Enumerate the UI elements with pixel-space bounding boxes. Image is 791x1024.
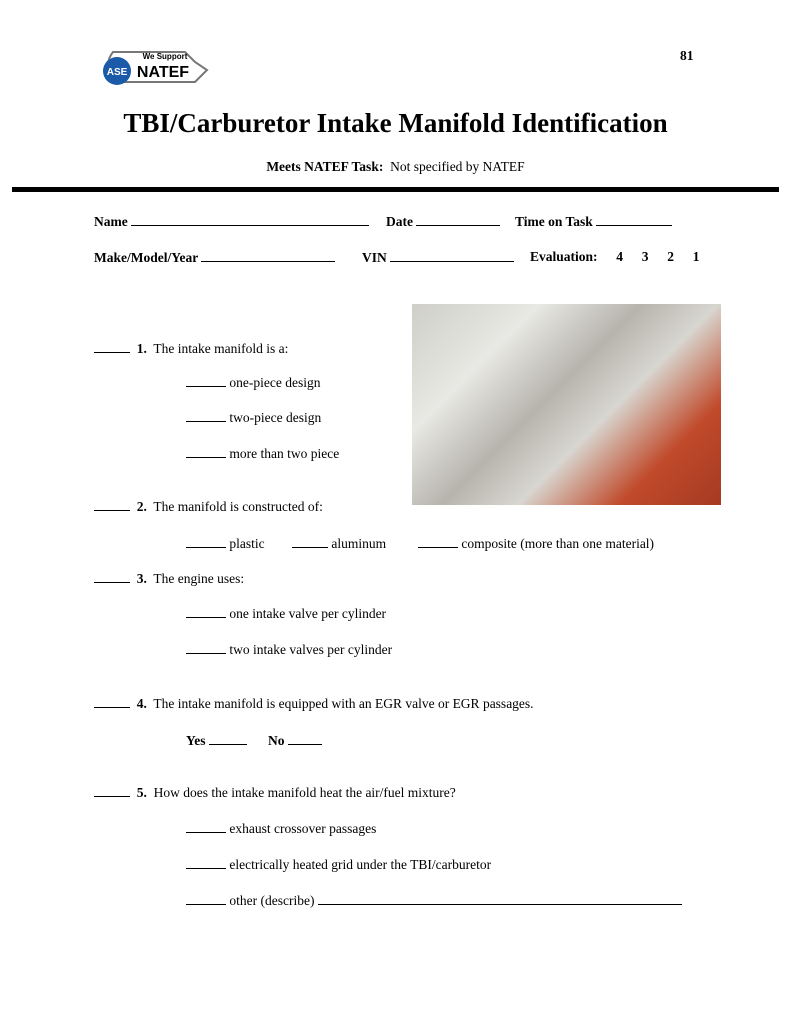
page-number: 81 xyxy=(680,48,694,63)
yes-option[interactable]: Yes xyxy=(186,732,247,749)
time-label: Time on Task xyxy=(515,214,593,229)
task-value: Not specified by NATEF xyxy=(390,159,525,174)
evaluation-label: Evaluation: xyxy=(530,249,598,264)
question-5: 5. How does the intake manifold heat the air/fuel mixture? xyxy=(94,784,456,801)
score-4[interactable]: 4 xyxy=(616,249,624,264)
option[interactable]: composite (more than one material) xyxy=(418,535,654,552)
vin-label: VIN xyxy=(362,250,387,265)
option[interactable]: aluminum xyxy=(292,535,386,552)
option-other[interactable]: other (describe) xyxy=(186,892,682,909)
intake-manifold-photo xyxy=(412,304,721,505)
no-option[interactable]: No xyxy=(268,732,322,749)
score-3[interactable]: 3 xyxy=(641,249,649,264)
make-label: Make/Model/Year xyxy=(94,250,198,265)
option[interactable]: electrically heated grid under the TBI/carburetor xyxy=(186,856,491,873)
option[interactable]: one intake valve per cylinder xyxy=(186,605,386,622)
svg-text:ASE: ASE xyxy=(106,67,128,78)
vin-field[interactable] xyxy=(362,249,514,266)
natef-task xyxy=(0,159,791,175)
divider xyxy=(12,187,779,192)
svg-text:We Support: We Support xyxy=(142,52,188,61)
question-1 xyxy=(94,340,288,357)
answer-blank[interactable] xyxy=(94,784,130,797)
question-2: 2. The manifold is constructed of: xyxy=(94,498,323,515)
name-label: Name xyxy=(94,214,128,229)
name-field[interactable] xyxy=(94,213,369,230)
evaluation-field xyxy=(530,249,700,265)
option[interactable]: two-piece design xyxy=(186,409,321,426)
task-label: Meets NATEF Task: xyxy=(266,159,384,174)
option[interactable]: one-piece design xyxy=(186,374,320,391)
option[interactable]: plastic xyxy=(186,535,265,552)
option[interactable]: two intake valves per cylinder xyxy=(186,641,392,658)
natef-logo xyxy=(95,44,215,96)
question-number: 1. xyxy=(136,341,147,356)
svg-text:NATEF: NATEF xyxy=(136,64,190,81)
answer-blank[interactable] xyxy=(94,570,130,583)
option[interactable]: more than two piece xyxy=(186,445,339,462)
score-2[interactable]: 2 xyxy=(667,249,675,264)
page-title: TBI/Carburetor Intake Manifold Identification xyxy=(123,108,668,138)
answer-blank[interactable] xyxy=(94,340,130,353)
make-field[interactable] xyxy=(94,249,335,266)
option[interactable]: exhaust crossover passages xyxy=(186,820,376,837)
score-1[interactable]: 1 xyxy=(692,249,700,264)
question-4: 4. The intake manifold is equipped with an EGR valve or EGR passages. xyxy=(94,695,534,712)
describe-line xyxy=(318,892,682,905)
answer-blank[interactable] xyxy=(94,695,130,708)
date-label: Date xyxy=(386,214,413,229)
question-text: The intake manifold is a: xyxy=(153,341,289,356)
answer-blank[interactable] xyxy=(94,498,130,511)
time-field[interactable] xyxy=(515,213,672,230)
question-3: 3. The engine uses: xyxy=(94,570,244,587)
date-field[interactable] xyxy=(386,213,500,230)
